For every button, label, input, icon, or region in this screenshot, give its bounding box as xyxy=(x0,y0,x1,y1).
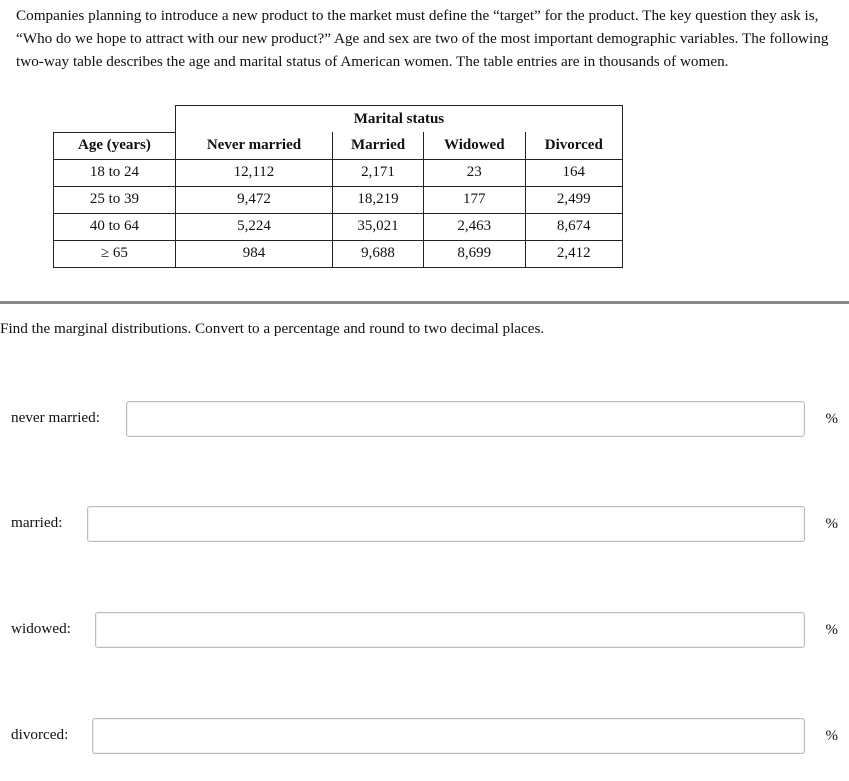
table-cell: 164 xyxy=(525,159,622,186)
table-cell: 8,674 xyxy=(525,213,622,240)
percent-unit: % xyxy=(825,411,838,427)
divorced-label: divorced: xyxy=(11,726,69,743)
table-cell: 12,112 xyxy=(175,159,332,186)
age-column-header: Age (years) xyxy=(54,132,176,159)
age-cell: 18 to 24 xyxy=(54,159,176,186)
problem-intro: Companies planning to introduce a new product to the market must define the “target” for the product. The key question they ask is, “Who do we hope to attract with our new product?” Age and sex are two of the most important demographic variables. The following two-way table describes the age and marital status of American women. The table entries are in thousands of women. xyxy=(16,7,829,70)
table-row xyxy=(54,240,623,267)
table-row xyxy=(54,159,623,186)
two-way-table xyxy=(53,105,623,268)
marital-status-header: Marital status xyxy=(175,106,622,133)
age-cell: 25 to 39 xyxy=(54,186,176,213)
divorced-input[interactable] xyxy=(92,718,805,754)
age-cell: 40 to 64 xyxy=(54,213,176,240)
percent-unit: % xyxy=(825,622,838,638)
table-cell: 18,219 xyxy=(333,186,424,213)
answer-row-widowed xyxy=(0,612,849,650)
widowed-label: widowed: xyxy=(11,620,71,637)
table-row xyxy=(54,213,623,240)
age-cell: ≥ 65 xyxy=(54,240,176,267)
never-married-label: never married: xyxy=(11,409,100,426)
widowed-input[interactable] xyxy=(95,612,805,648)
table-cell: 8,699 xyxy=(423,240,525,267)
table-cell: 23 xyxy=(423,159,525,186)
table-cell: 9,688 xyxy=(333,240,424,267)
col-header-married: Married xyxy=(333,132,424,159)
answer-row-never-married xyxy=(0,401,849,439)
percent-unit: % xyxy=(825,728,838,744)
col-header-never-married: Never married xyxy=(175,132,332,159)
table-cell: 2,463 xyxy=(423,213,525,240)
table-cell: 2,171 xyxy=(333,159,424,186)
table-cell: 177 xyxy=(423,186,525,213)
col-header-widowed: Widowed xyxy=(423,132,525,159)
table-cell: 35,021 xyxy=(333,213,424,240)
table-cell: 2,499 xyxy=(525,186,622,213)
question-text: Find the marginal distributions. Convert to a percentage and round to two decimal places. xyxy=(0,320,545,337)
table-cell: 9,472 xyxy=(175,186,332,213)
answer-row-married xyxy=(0,506,849,544)
table-cell: 2,412 xyxy=(525,240,622,267)
col-header-divorced: Divorced xyxy=(525,132,622,159)
percent-unit: % xyxy=(825,516,838,532)
married-label: married: xyxy=(11,514,63,531)
table-cell: 5,224 xyxy=(175,213,332,240)
never-married-input[interactable] xyxy=(126,401,805,437)
married-input[interactable] xyxy=(87,506,805,542)
section-divider xyxy=(0,301,849,304)
table-row xyxy=(54,186,623,213)
answer-row-divorced xyxy=(0,718,849,756)
table-cell: 984 xyxy=(175,240,332,267)
